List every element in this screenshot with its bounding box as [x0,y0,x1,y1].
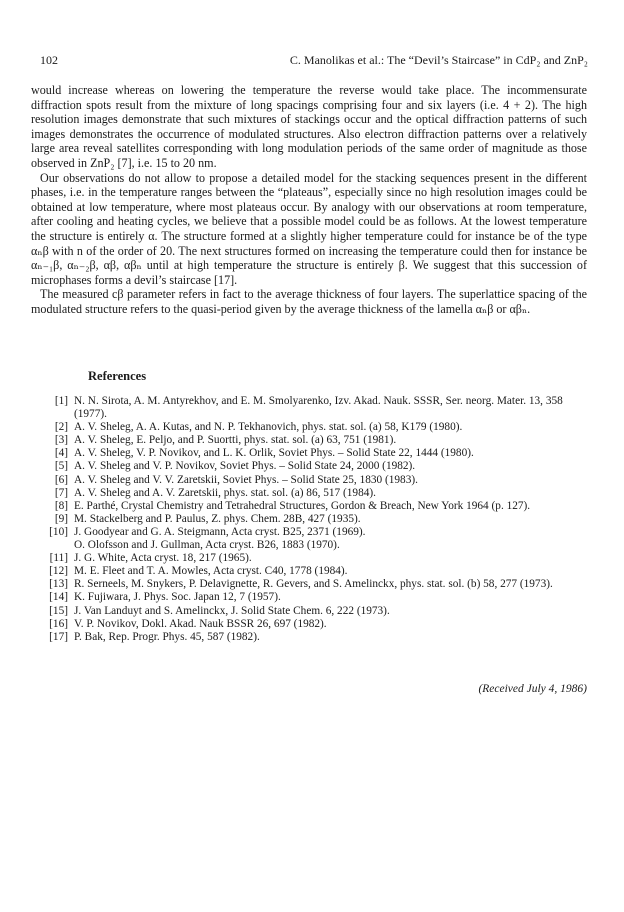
reference-number: [17] [49,630,68,643]
reference-number: [2] [54,421,68,434]
reference-item [34,591,590,604]
reference-item [34,434,590,447]
reference-item [34,513,590,526]
reference-number: [4] [54,447,68,460]
reference-number: [3] [54,434,68,447]
reference-number: [12] [49,565,68,578]
reference-number: [5] [54,460,68,473]
reference-text: E. Parthé, Crystal Chemistry and Tetrahedral Structures, Gordon & Breach, New York 1964 (p. 127). [74,499,531,512]
reference-item [34,539,590,552]
reference-item [34,487,590,500]
reference-number: [8] [54,499,68,512]
reference-item [34,447,590,460]
reference-text: M. Stackelberg and P. Paulus, Z. phys. Chem. 28B, 427 (1935). [74,512,361,525]
reference-text: A. V. Sheleg, A. A. Kutas, and N. P. Tekhanovich, phys. stat. sol. (a) 58, K179 (1980). [74,421,463,434]
reference-item [34,474,590,487]
reference-text: P. Bak, Rep. Progr. Phys. 45, 587 (1982). [74,630,260,643]
reference-text: J. Goodyear and G. A. Steigmann, Acta cryst. B25, 2371 (1969). [74,525,366,538]
reference-text: A. V. Sheleg and A. V. Zaretskii, phys. stat. sol. (a) 86, 517 (1984). [74,486,376,499]
paragraph-3: The measured cβ parameter refers in fact to the average thickness of four layers. The superlattice spacing of the modulated structure refers to the quasi-period given by the average thickness of the lamella αₙβ or αβₙ. [31,287,587,316]
reference-item [34,565,590,578]
reference-text: A. V. Sheleg, E. Peljo, and P. Suortti, phys. stat. sol. (a) 63, 751 (1981). [74,434,397,447]
reference-text: J. Van Landuyt and S. Amelinckx, J. Solid State Chem. 6, 222 (1973). [74,604,390,617]
reference-text: K. Fujiwara, J. Phys. Soc. Japan 12, 7 (1957). [74,591,281,604]
reference-number: [10] [49,525,68,538]
reference-text: M. E. Fleet and T. A. Mowles, Acta cryst. C40, 1778 (1984). [74,565,348,578]
reference-text: A. V. Sheleg, V. P. Novikov, and L. K. Orlik, Soviet Phys. – Solid State 22, 1444 (1980). [74,447,474,460]
reference-number: [1] [54,395,68,407]
reference-text: V. P. Novikov, Dokl. Akad. Nauk BSSR 26, 697 (1982). [74,617,327,630]
body-text [31,83,587,317]
reference-number: [14] [49,591,68,604]
paragraph-1: would increase whereas on lowering the temperature the reverse would take place. The incommensurate diffraction spots result from the mixture of long spacings comprising four and six layers (i.e. 4 + 2). The high resolution images demonstrate that such mixtures of stackings occur and the optical diffraction patterns of such images demonstrates the occurrence of modulated structures. Also electron diffraction patterns over a relatively large area reveal satellites corresponding with long modulation periods of the same order of magnitude as those observed in ZnP₂ [7], i.e. 15 to 20 nm. [31,83,587,170]
reference-item [34,526,590,539]
references-heading: References [88,369,147,383]
paragraph-2: Our observations do not allow to propose a detailed model for the stacking sequences present in the different phases, i.e. in the temperature ranges between the “plateaus”, especially since no high resolution images could be obtained at low temperature, where most plateaus occur. By analogy with our observations at room temperature, after cooling and heating cycles, we believe that a possible model could be as follows. At the lowest temperature the structure is entirely α. The structure formed at a slightly higher temperature could for instance be of the type αₙβ with n of the order of 20. The next structures formed on increasing the temperature could then for instance be αₙ₋₁β, αₙ₋₂β, αβ, αβₙ until at high temperature the structure is entirely β. We suggest that this succession of microphases forms a devil’s staircase [17]. [31,170,587,287]
reference-number: [6] [54,473,68,486]
reference-number: [16] [49,617,68,630]
reference-item [34,552,590,565]
reference-number: [15] [49,604,68,617]
reference-number: [13] [49,578,68,591]
reference-number: [9] [54,512,68,525]
reference-number: [7] [54,486,68,499]
reference-number: [11] [49,552,68,565]
reference-item [34,631,590,644]
reference-text: N. N. Sirota, A. M. Antyrekhov, and E. M. Smolyarenko, Izv. Akad. Nauk. SSSR, Ser. neorg. Mater. 13, 358 (1977). [74,395,563,421]
reference-item [34,578,590,591]
reference-text: A. V. Sheleg and V. P. Novikov, Soviet Phys. – Solid State 24, 2000 (1982). [74,460,416,473]
running-title: C. Manolikas et al.: The “Devil’s Staircase” in CdP₂ and ZnP₂ [289,53,588,67]
reference-item [34,421,590,434]
reference-text: A. V. Sheleg and V. V. Zaretskii, Soviet Phys. – Solid State 25, 1830 (1983). [74,473,418,486]
reference-list [34,395,590,644]
reference-item [34,618,590,631]
received-date: (Received July 4, 1986) [478,683,587,695]
page-number: 102 [40,53,58,67]
reference-item [34,605,590,618]
reference-item [34,395,590,421]
reference-text: J. G. White, Acta cryst. 18, 217 (1965). [74,552,252,565]
reference-item [34,500,590,513]
reference-text: O. Olofsson and J. Gullman, Acta cryst. B26, 1883 (1970). [74,539,340,552]
page-header [40,53,588,69]
reference-text: R. Serneels, M. Snykers, P. Delavignette, R. Gevers, and S. Amelinckx, phys. stat. sol. (b) 58, 277 (1973). [74,578,553,591]
reference-item [34,460,590,473]
